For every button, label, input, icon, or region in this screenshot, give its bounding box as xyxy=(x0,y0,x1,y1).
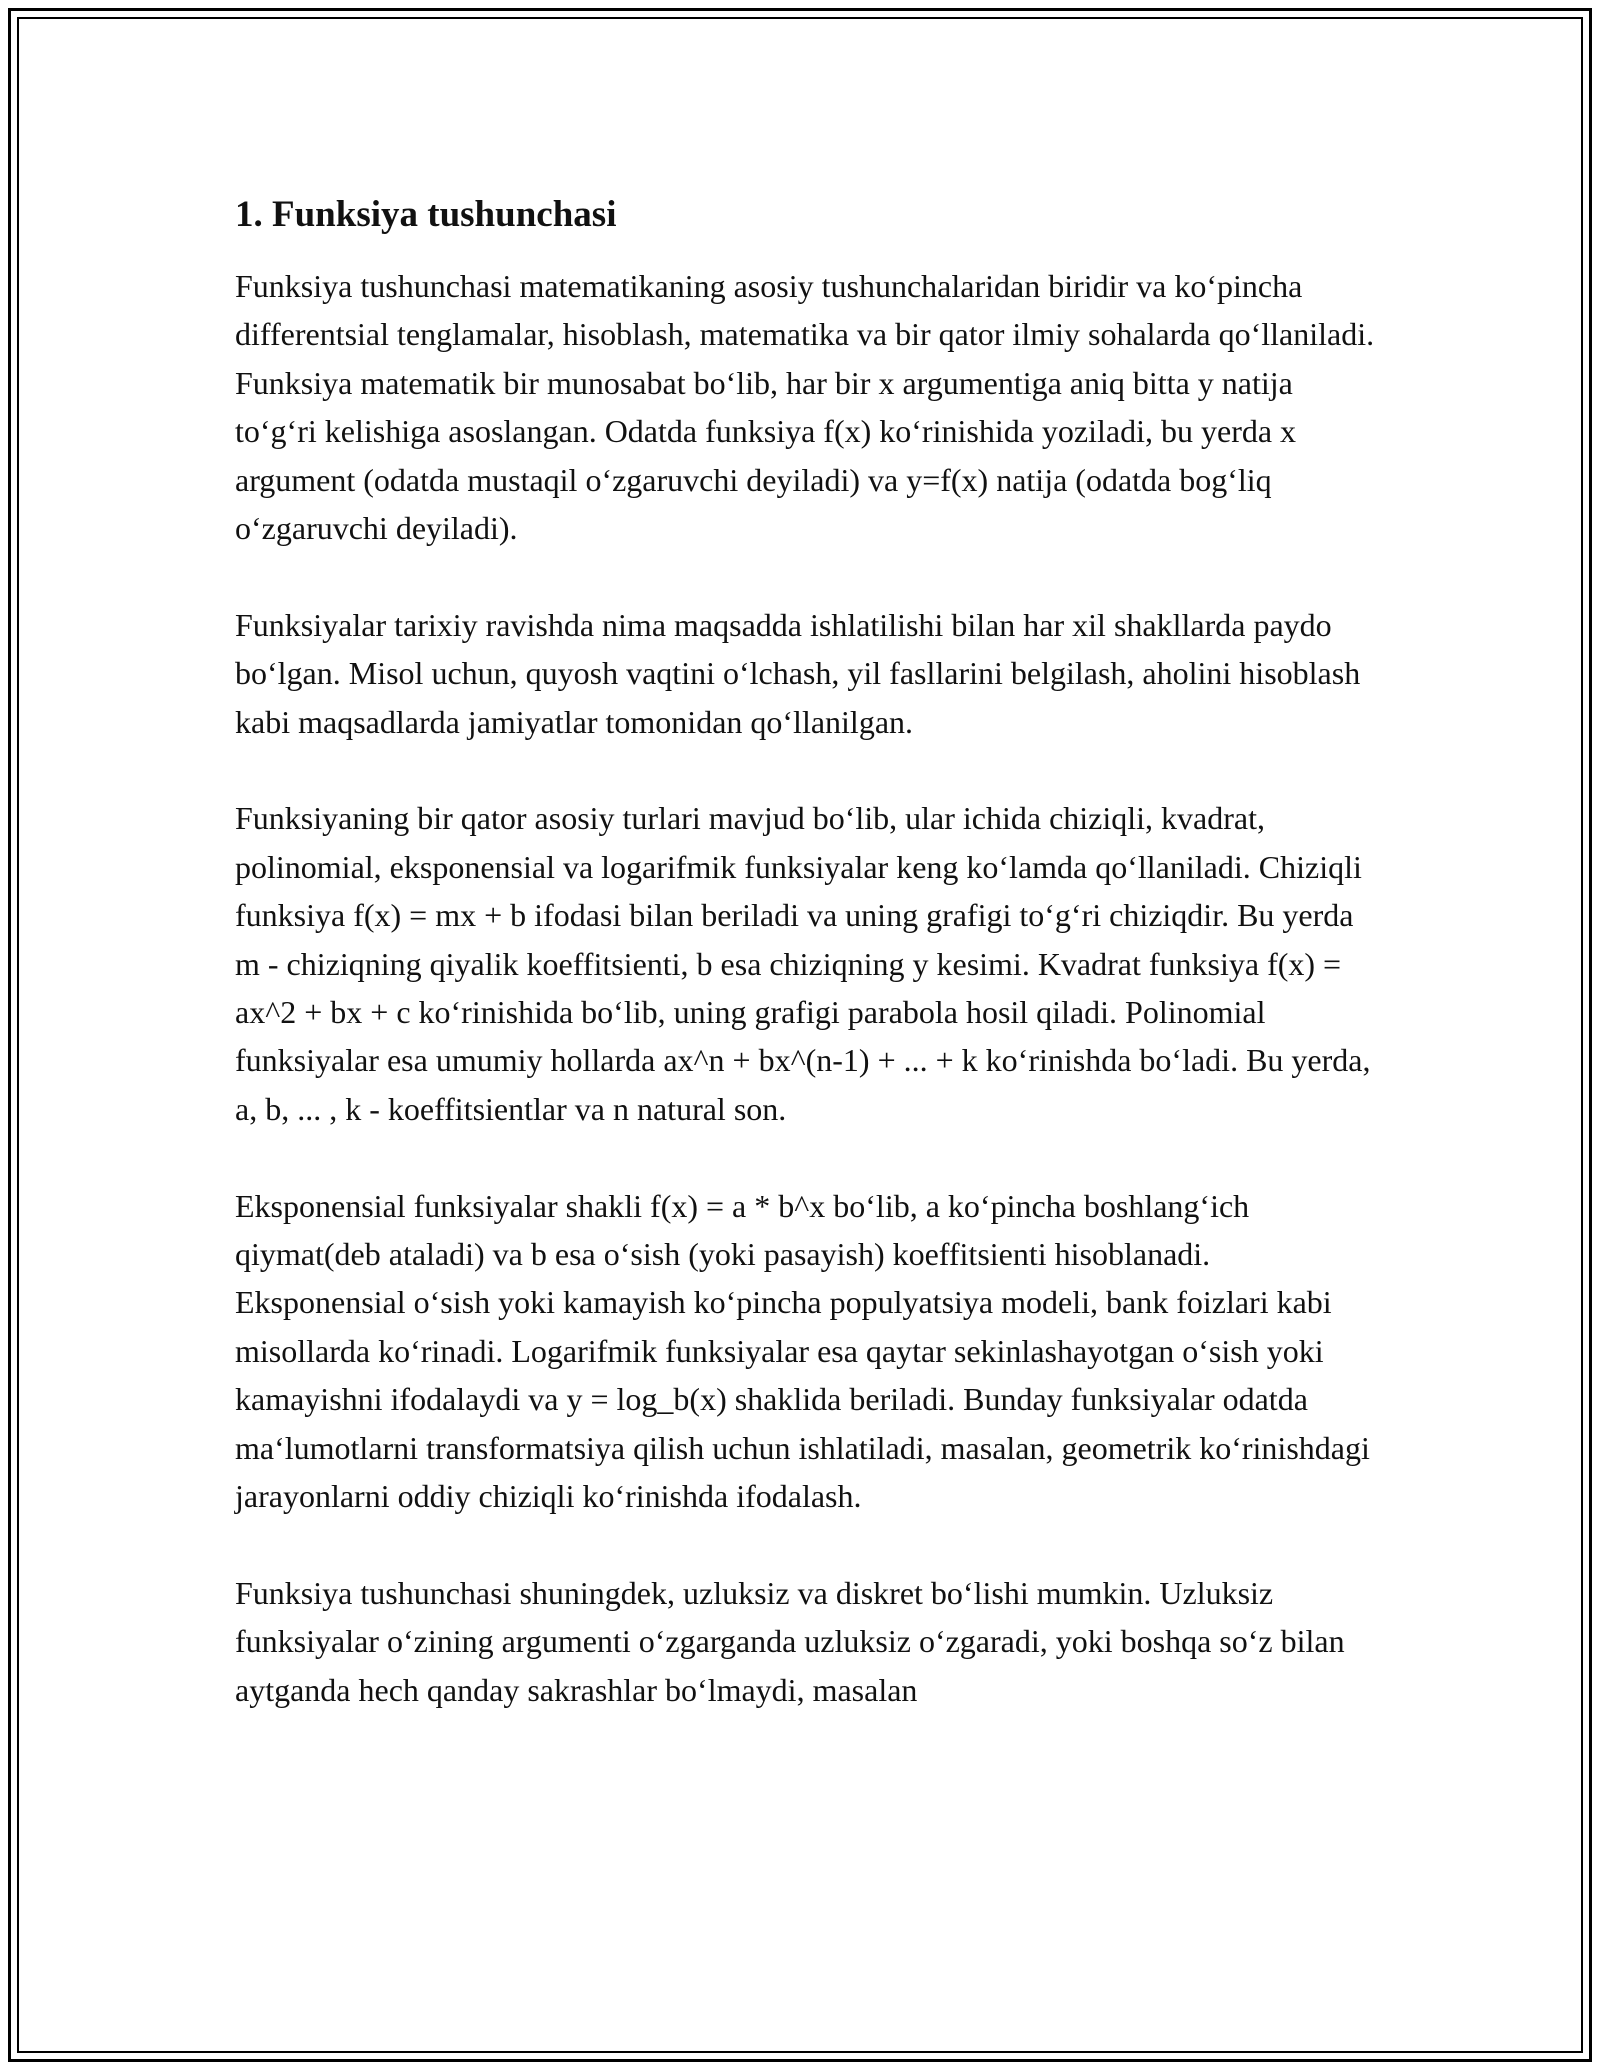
paragraph-exponential-logarithmic: Eksponensial funksiyalar shakli f(x) = a * b^x boʻlib, a koʻpincha boshlangʻich qiymat(deb ataladi) va b esa oʻsish (yoki pasayish) koeffitsienti hisoblanadi. Eksponensial oʻsish yoki kamayish koʻpincha populyatsiya modeli, bank foizlari kabi misollarda koʻrinadi. Logarifmik funksiyalar esa qaytar sekinlashayotgan oʻsish yoki kamayishni ifodalaydi va y = log_b(x) shaklida beriladi. Bunday funksiyalar odatda maʻlumotlarni transformatsiya qilish uchun ishlatiladi, masalan, geometrik koʻrinishdagi jarayonlarni oddiy chiziqli koʻrinishda ifodalash. xyxy=(235,1187,1370,1515)
paragraph-history: Funksiyalar tarixiy ravishda nima maqsadda ishlatilishi bilan har xil shakllarda paydo boʻlgan. Misol uchun, quyosh vaqtini oʻlchash, yil fasllarini belgilash, aholini hisoblash kabi maqsadlarda jamiyatlar tomonidan qoʻllanilgan. xyxy=(235,606,1361,740)
paragraph-continuous-discrete: Funksiya tushunchasi shuningdek, uzluksiz va diskret boʻlishi mumkin. Uzluksiz funksiyalar oʻzining argumenti oʻzgarganda uzluksiz oʻzgaradi, yoki boshqa soʻz bilan aytganda hech qanday sakrashlar boʻlmaydi, masalan xyxy=(235,1574,1345,1708)
section-heading: 1. Funksiya tushunchasi xyxy=(235,194,617,235)
paragraph-function-types: Funksiyaning bir qator asosiy turlari mavjud boʻlib, ular ichida chiziqli, kvadrat, polinomial, eksponensial va logarifmik funksiyalar keng koʻlamda qoʻllaniladi. Chiziqli funksiya f(x) = mx + b ifodasi bilan beriladi va uning grafigi toʻgʻri chiziqdir. Bu yerda m - chiziqning qiyalik koeffitsienti, b esa chiziqning y kesimi. Kvadrat funksiya f(x) = ax^2 + bx + c koʻrinishida boʻlib, uning grafigi parabola hosil qiladi. Polinomial funksiyalar esa umumiy hollarda ax^n + bx^(n-1) + ... + k koʻrinishda boʻladi. Bu yerda, a, b, ... , k - koeffitsientlar va n natural son. xyxy=(235,800,1371,1127)
paragraph-definition: Funksiya tushunchasi matematikaning asosiy tushunchalaridan biridir va koʻpincha differentsial tenglamalar, hisoblash, matematika va bir qator ilmiy sohalarda qoʻllaniladi. Funksiya matematik bir munosabat boʻlib, har bir x argumentiga aniq bitta y natija toʻgʻri kelishiga asoslangan. Odatda funksiya f(x) koʻrinishida yoziladi, bu yerda x argument (odatda mustaqil oʻzgaruvchi deyiladi) va y=f(x) natija (odatda bogʻliq oʻzgaruvchi deyiladi). xyxy=(235,268,1375,547)
document-body xyxy=(235,180,1375,1763)
